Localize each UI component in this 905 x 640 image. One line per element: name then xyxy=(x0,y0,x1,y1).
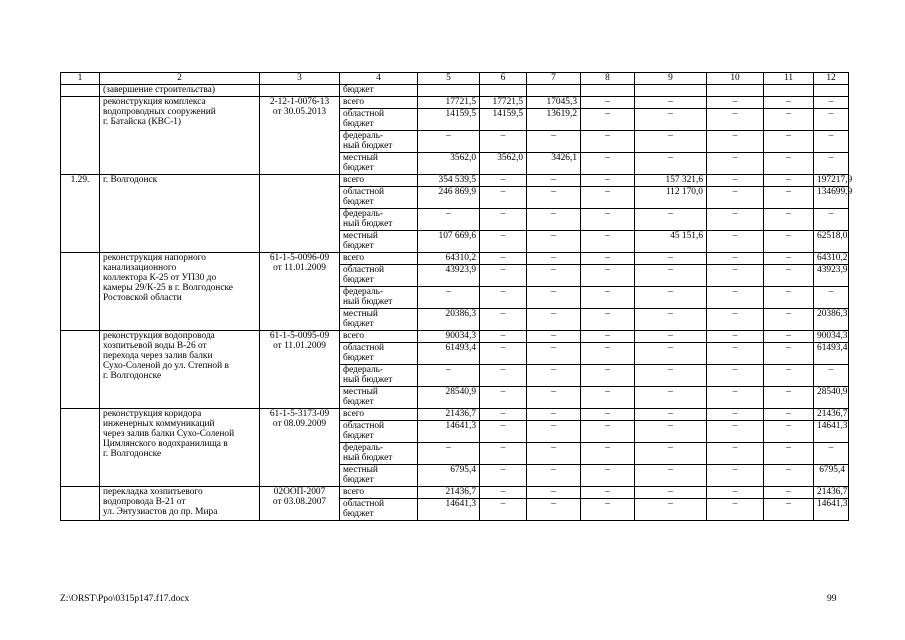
dash-cell: – xyxy=(635,409,707,421)
dash-cell: – xyxy=(764,287,814,309)
dash-cell: – xyxy=(764,487,814,499)
dash-cell: – xyxy=(764,309,814,331)
column-header: 10 xyxy=(707,73,764,85)
source-label: всего xyxy=(340,487,418,499)
value-cell: 17721,5 xyxy=(418,97,480,109)
dash-cell: – xyxy=(527,209,581,231)
file-path: Z:\ORST\Ppo\0315p147.f17.docx xyxy=(60,594,190,604)
dash-cell: – xyxy=(707,109,764,131)
value-cell: 17045,3 xyxy=(527,97,581,109)
value-cell: 28540,9 xyxy=(814,387,849,409)
value-cell: 61493,4 xyxy=(418,343,480,365)
dash-cell: – xyxy=(635,253,707,265)
dash-cell: – xyxy=(480,175,527,187)
dash-cell: – xyxy=(707,331,764,343)
dash-cell: – xyxy=(764,343,814,365)
dash-cell: – xyxy=(581,287,635,309)
dash-cell: – xyxy=(764,465,814,487)
dash-cell: – xyxy=(581,187,635,209)
dash-cell: – xyxy=(764,97,814,109)
dash-cell: – xyxy=(527,409,581,421)
value-cell: 134699,9 xyxy=(814,187,849,209)
row-number: 1.29. xyxy=(61,175,100,253)
source-label: федераль- ный бюджет xyxy=(340,287,418,309)
dash-cell: – xyxy=(480,409,527,421)
value-cell: 21436,7 xyxy=(418,409,480,421)
value-cell: 43923,9 xyxy=(418,265,480,287)
value-cell: 14641,3 xyxy=(814,499,849,521)
dash-cell: – xyxy=(581,131,635,153)
dash-cell: – xyxy=(418,209,480,231)
dash-cell: – xyxy=(480,209,527,231)
dash-cell: – xyxy=(707,421,764,443)
value-cell: 14641,3 xyxy=(418,499,480,521)
value-cell: 45 151,6 xyxy=(635,231,707,253)
dash-cell: – xyxy=(635,343,707,365)
project-name: (завершение строительства) xyxy=(100,85,260,97)
dash-cell: – xyxy=(581,499,635,521)
dash-cell: – xyxy=(480,343,527,365)
dash-cell: – xyxy=(814,443,849,465)
dash-cell: – xyxy=(527,175,581,187)
value-cell: 20386,3 xyxy=(814,309,849,331)
dash-cell: – xyxy=(707,153,764,175)
dash-cell: – xyxy=(635,331,707,343)
column-header: 9 xyxy=(635,73,707,85)
dash-cell: – xyxy=(527,387,581,409)
dash-cell: – xyxy=(581,421,635,443)
source-label: областной бюджет xyxy=(340,109,418,131)
dash-cell: – xyxy=(581,97,635,109)
value-cell: 6795,4 xyxy=(814,465,849,487)
dash-cell: – xyxy=(581,387,635,409)
column-header: 2 xyxy=(100,73,260,85)
dash-cell: – xyxy=(635,109,707,131)
dash-cell: – xyxy=(527,421,581,443)
dash-cell: – xyxy=(814,97,849,109)
dash-cell: – xyxy=(480,465,527,487)
value-cell: 21436,7 xyxy=(814,409,849,421)
dash-cell: – xyxy=(764,187,814,209)
dash-cell: – xyxy=(707,409,764,421)
column-header: 1 xyxy=(61,73,100,85)
source-label: всего xyxy=(340,97,418,109)
dash-cell: – xyxy=(764,421,814,443)
dash-cell: – xyxy=(764,253,814,265)
dash-cell: – xyxy=(707,499,764,521)
dash-cell: – xyxy=(764,499,814,521)
dash-cell: – xyxy=(581,365,635,387)
value-cell: 43923,9 xyxy=(814,265,849,287)
dash-cell: – xyxy=(527,343,581,365)
dash-cell: – xyxy=(707,443,764,465)
source-label: местный бюджет xyxy=(340,387,418,409)
dash-cell: – xyxy=(527,365,581,387)
dash-cell: – xyxy=(814,365,849,387)
dash-cell: – xyxy=(707,253,764,265)
table-row xyxy=(61,331,849,343)
dash-cell: – xyxy=(764,131,814,153)
value-cell: 157 321,6 xyxy=(635,175,707,187)
dash-cell: – xyxy=(480,309,527,331)
value-cell: 21436,7 xyxy=(418,487,480,499)
source-label: местный бюджет xyxy=(340,309,418,331)
dash-cell: – xyxy=(581,409,635,421)
dash-cell: – xyxy=(527,231,581,253)
dash-cell: – xyxy=(581,253,635,265)
project-name: реконструкция комплекса водопроводных сооружений г. Батайска (КВС-1) xyxy=(100,97,260,175)
source-label: областной бюджет xyxy=(340,187,418,209)
document-code: 61-1-5-3173-09 от 08.09.2009 xyxy=(260,409,340,487)
value-cell: 246 869,9 xyxy=(418,187,480,209)
dash-cell: – xyxy=(480,499,527,521)
dash-cell: – xyxy=(707,209,764,231)
dash-cell: – xyxy=(764,209,814,231)
dash-cell: – xyxy=(764,109,814,131)
document-code: 02ООП-2007 от 03.08.2007 xyxy=(260,487,340,521)
dash-cell: – xyxy=(707,365,764,387)
value-cell: 20386,3 xyxy=(418,309,480,331)
project-name: реконструкция коридора инженерных коммуникаций через залив балки Сухо-Соленой Цимлянского водохранилища в г. Волгодонске xyxy=(100,409,260,487)
value-cell: 28540,9 xyxy=(418,387,480,409)
source-label: федераль- ный бюджет xyxy=(340,209,418,231)
value-cell: 90034,3 xyxy=(418,331,480,343)
dash-cell: – xyxy=(707,175,764,187)
table-header-row xyxy=(61,73,849,85)
value-cell: 112 170,0 xyxy=(635,187,707,209)
dash-cell: – xyxy=(764,387,814,409)
dash-cell: – xyxy=(480,287,527,309)
value-cell: 64310,2 xyxy=(418,253,480,265)
dash-cell: – xyxy=(480,331,527,343)
value-cell: 3562,0 xyxy=(480,153,527,175)
dash-cell: – xyxy=(527,465,581,487)
dash-cell: – xyxy=(480,443,527,465)
dash-cell: – xyxy=(581,465,635,487)
column-header: 11 xyxy=(764,73,814,85)
source-label: всего xyxy=(340,331,418,343)
table-row xyxy=(61,487,849,499)
dash-cell: – xyxy=(635,97,707,109)
table-row xyxy=(61,97,849,109)
dash-cell: – xyxy=(480,387,527,409)
source-label: местный бюджет xyxy=(340,465,418,487)
column-header: 7 xyxy=(527,73,581,85)
source-label: областной бюджет xyxy=(340,499,418,521)
dash-cell: – xyxy=(581,109,635,131)
project-name: реконструкция водопровода хозпитьевой воды В-26 от перехода через залив балки Сухо-Соленой до ул. Степной в г. Волгодонске xyxy=(100,331,260,409)
dash-cell: – xyxy=(707,387,764,409)
dash-cell: – xyxy=(814,109,849,131)
dash-cell: – xyxy=(581,309,635,331)
dash-cell: – xyxy=(814,209,849,231)
dash-cell: – xyxy=(581,175,635,187)
document-code: 61-1-5-0095-09 от 11.01.2009 xyxy=(260,331,340,409)
dash-cell: – xyxy=(635,443,707,465)
dash-cell: – xyxy=(480,231,527,253)
dash-cell: – xyxy=(418,131,480,153)
dash-cell: – xyxy=(581,265,635,287)
column-header: 4 xyxy=(340,73,418,85)
source-label: областной бюджет xyxy=(340,265,418,287)
dash-cell: – xyxy=(707,309,764,331)
dash-cell: – xyxy=(581,331,635,343)
value-cell: 107 669,6 xyxy=(418,231,480,253)
dash-cell: – xyxy=(707,131,764,153)
source-label: федераль- ный бюджет xyxy=(340,131,418,153)
dash-cell: – xyxy=(707,487,764,499)
value-cell: 354 539,5 xyxy=(418,175,480,187)
source-label: областной бюджет xyxy=(340,421,418,443)
column-header: 3 xyxy=(260,73,340,85)
value-cell: 17721,5 xyxy=(480,97,527,109)
value-cell: 61493,4 xyxy=(814,343,849,365)
source-label: бюджет xyxy=(340,85,418,97)
dash-cell: – xyxy=(635,499,707,521)
dash-cell: – xyxy=(581,209,635,231)
value-cell: 197217,9 xyxy=(814,175,849,187)
dash-cell: – xyxy=(527,287,581,309)
source-label: местный бюджет xyxy=(340,153,418,175)
dash-cell: – xyxy=(527,131,581,153)
column-header: 6 xyxy=(480,73,527,85)
value-cell: 14641,3 xyxy=(814,421,849,443)
dash-cell: – xyxy=(707,265,764,287)
document-code: 61-1-5-0096-09 от 11.01.2009 xyxy=(260,253,340,331)
dash-cell: – xyxy=(764,365,814,387)
project-name: перекладка хозпитьевого водопровода В-21 от ул. Энтузиастов до пр. Мира xyxy=(100,487,260,521)
dash-cell: – xyxy=(418,287,480,309)
column-header: 8 xyxy=(581,73,635,85)
dash-cell: – xyxy=(707,343,764,365)
table-row xyxy=(61,253,849,265)
value-cell: 90034,3 xyxy=(814,331,849,343)
value-cell: 14159,5 xyxy=(418,109,480,131)
value-cell: 14641,3 xyxy=(418,421,480,443)
dash-cell: – xyxy=(707,465,764,487)
dash-cell: – xyxy=(418,443,480,465)
dash-cell: – xyxy=(764,175,814,187)
dash-cell: – xyxy=(635,365,707,387)
dash-cell: – xyxy=(635,209,707,231)
table-row xyxy=(61,409,849,421)
dash-cell: – xyxy=(764,409,814,421)
dash-cell: – xyxy=(480,421,527,443)
column-header: 12 xyxy=(814,73,849,85)
dash-cell: – xyxy=(527,253,581,265)
dash-cell: – xyxy=(635,487,707,499)
source-label: всего xyxy=(340,409,418,421)
project-name: г. Волгодонск xyxy=(100,175,260,253)
dash-cell: – xyxy=(480,253,527,265)
dash-cell: – xyxy=(527,265,581,287)
value-cell: 14159,5 xyxy=(480,109,527,131)
dash-cell: – xyxy=(480,487,527,499)
dash-cell: – xyxy=(707,287,764,309)
dash-cell: – xyxy=(635,287,707,309)
dash-cell: – xyxy=(764,231,814,253)
dash-cell: – xyxy=(635,421,707,443)
page-number: 99 xyxy=(827,594,837,604)
dash-cell: – xyxy=(635,387,707,409)
value-cell: 3426,1 xyxy=(527,153,581,175)
source-label: областной бюджет xyxy=(340,343,418,365)
dash-cell: – xyxy=(480,265,527,287)
dash-cell: – xyxy=(527,309,581,331)
dash-cell: – xyxy=(527,499,581,521)
dash-cell: – xyxy=(581,343,635,365)
dash-cell: – xyxy=(581,153,635,175)
dash-cell: – xyxy=(635,153,707,175)
dash-cell: – xyxy=(764,443,814,465)
value-cell: 62518,0 xyxy=(814,231,849,253)
value-cell: 3562,0 xyxy=(418,153,480,175)
value-cell: 21436,7 xyxy=(814,487,849,499)
dash-cell: – xyxy=(635,265,707,287)
dash-cell: – xyxy=(764,153,814,175)
dash-cell: – xyxy=(418,365,480,387)
dash-cell: – xyxy=(764,331,814,343)
dash-cell: – xyxy=(480,187,527,209)
value-cell: 64310,2 xyxy=(814,253,849,265)
dash-cell: – xyxy=(814,287,849,309)
dash-cell: – xyxy=(581,443,635,465)
project-name: реконструкция напорного канализационного коллектора К-25 от УП30 до камеры 29/К-25 в г. Волгодонске Ростовской области xyxy=(100,253,260,331)
dash-cell: – xyxy=(527,443,581,465)
dash-cell: – xyxy=(764,265,814,287)
table-row xyxy=(61,175,849,187)
source-label: местный бюджет xyxy=(340,231,418,253)
column-header: 5 xyxy=(418,73,480,85)
dash-cell: – xyxy=(814,153,849,175)
dash-cell: – xyxy=(814,131,849,153)
source-label: федераль- ный бюджет xyxy=(340,365,418,387)
dash-cell: – xyxy=(707,231,764,253)
dash-cell: – xyxy=(635,131,707,153)
budget-table xyxy=(60,72,853,521)
dash-cell: – xyxy=(581,231,635,253)
source-label: всего xyxy=(340,175,418,187)
dash-cell: – xyxy=(581,487,635,499)
value-cell: 13619,2 xyxy=(527,109,581,131)
dash-cell: – xyxy=(527,331,581,343)
dash-cell: – xyxy=(480,131,527,153)
dash-cell: – xyxy=(527,187,581,209)
source-label: всего xyxy=(340,253,418,265)
document-code: 2-12-1-0076-13 от 30.05.2013 xyxy=(260,97,340,175)
dash-cell: – xyxy=(635,465,707,487)
source-label: федераль- ный бюджет xyxy=(340,443,418,465)
dash-cell: – xyxy=(707,187,764,209)
value-cell: 6795,4 xyxy=(418,465,480,487)
dash-cell: – xyxy=(480,365,527,387)
dash-cell: – xyxy=(527,487,581,499)
table-row xyxy=(61,85,849,97)
dash-cell: – xyxy=(707,97,764,109)
dash-cell: – xyxy=(635,309,707,331)
